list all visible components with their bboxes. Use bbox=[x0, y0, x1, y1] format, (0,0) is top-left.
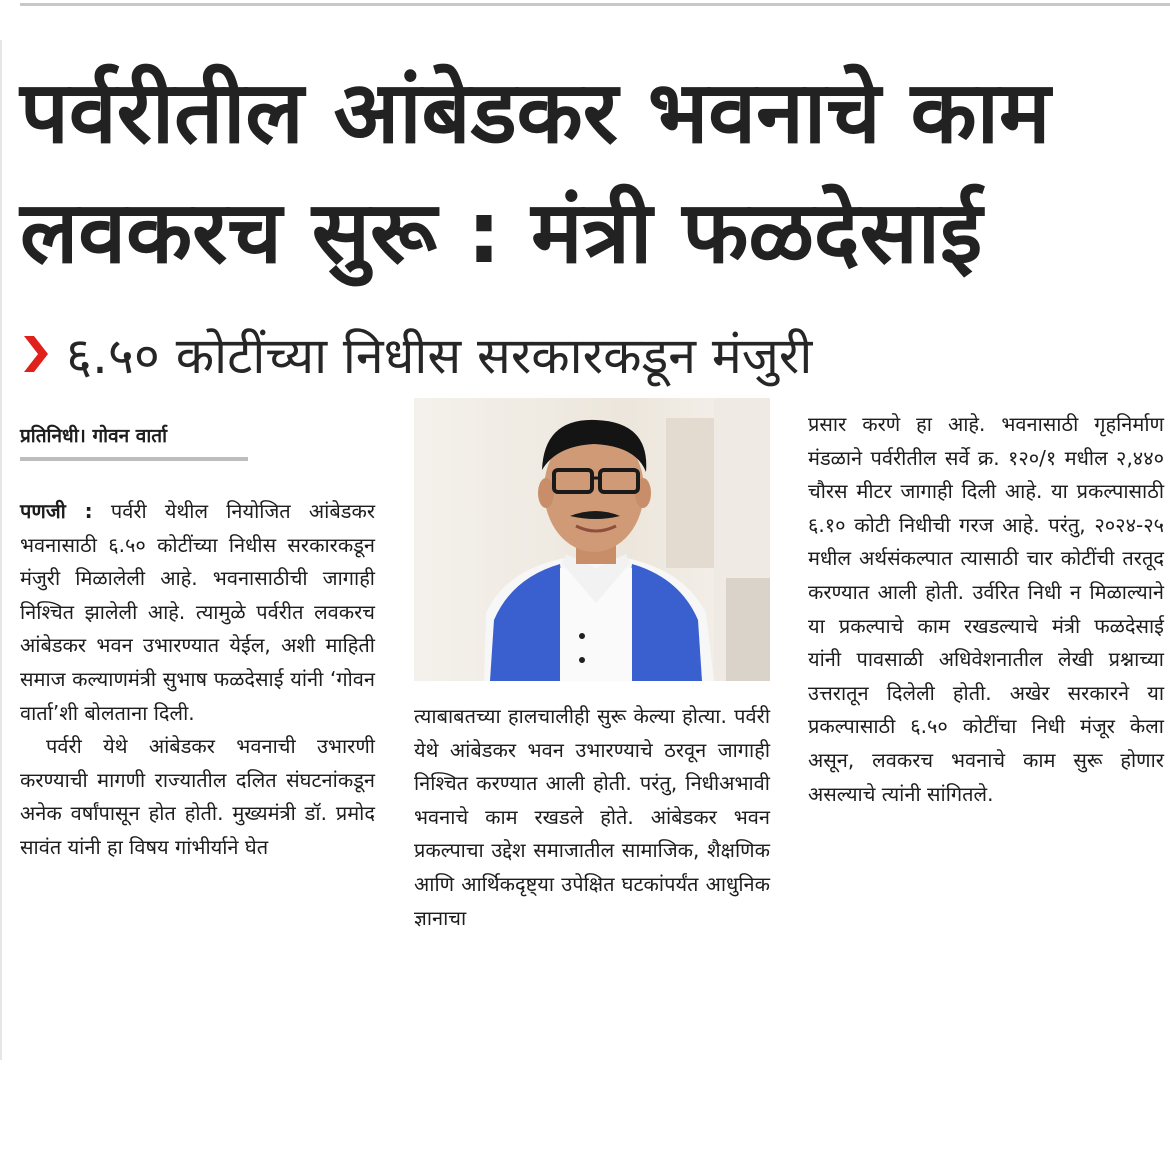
subheadline bbox=[22, 318, 812, 390]
article-column-3: प्रसार करणे हा आहे. भवनासाठी गृहनिर्माण मंडळाने पर्वरीतील सर्वे क्र. १२०/१ मधील २,४४० चौरस मीटर जागाही दिली आहे. या प्रकल्पासाठी ६.१० कोटी निधीची गरज आहे. परंतु, २०२४-२५ मधील अर्थसंकल्पात त्यासाठी चार कोटींची तरतूद करण्यात आली होती. उर्वरित निधी न मिळाल्याने या प्रकल्पाचे काम रखडल्याचे मंत्री फळदेसाई यांनी पावसाळी अधिवेशनातील लेखी प्रश्नाच्या उत्तरातून दिलेली होती. अखेर सरकारने या प्रकल्पासाठी ६.५० कोटींचा निधी मंजूर केला असून, लवकरच भवनाचे काम सुरू होणार असल्याचे त्यांनी सांगितले. bbox=[808, 412, 1164, 806]
byline-underline bbox=[20, 457, 248, 461]
article-column-2: त्याबाबतच्या हालचालीही सुरू केल्या होत्या. पर्वरी येथे आंबेडकर भवन उभारण्याचे ठरवून जागाही निश्चित करण्यात आली होती. परंतु, निधीअभावी भवनाचे काम रखडले होते. आंबेडकर भवन प्रकल्पाचा उद्देश समाजातील सामाजिक, शैक्षणिक आणि आर्थिकदृष्ट्या उपेक्षित घटकांपर्यंत आधुनिक ज्ञानाचा bbox=[414, 704, 770, 930]
top-border-rule bbox=[20, 3, 1170, 6]
chevron-right-icon bbox=[22, 332, 50, 376]
minister-photo bbox=[414, 398, 770, 681]
headline-line-2: लवकरच सुरू : मंत्री फळदेसाई bbox=[20, 183, 983, 283]
subheadline-text: ६.५० कोटींच्या निधीस सरकारकडून मंजुरी bbox=[66, 327, 813, 385]
article-column-1 bbox=[20, 495, 375, 865]
dateline: पणजी : bbox=[20, 499, 93, 523]
lead-paragraph: पर्वरी येथील नियोजित आंबेडकर भवनासाठी ६.५० कोटींच्या निधीस सरकारकडून मंजुरी मिळालेली आहे. भवनासाठीची जागाही निश्चित झालेली आहे. त्यामुळे पर्वरीत लवकरच आंबेडकर भवन उभारण्यात येईल, अशी माहिती समाज कल्याणमंत्री सुभाष फळदेसाई यांनी ‘गोवन वार्ता’शी बोलताना दिली. bbox=[20, 499, 375, 725]
paragraph-2: पर्वरी येथे आंबेडकर भवनाची उभारणी करण्याची मागणी राज्यातील दलित संघटनांकडून अनेक वर्षांपासून होत होती. मुख्यमंत्री डॉ. प्रमोद सावंत यांनी हा विषय गांभीर्याने घेत bbox=[20, 734, 375, 859]
left-edge-rule bbox=[0, 40, 2, 1060]
byline: प्रतिनिधी। गोवन वार्ता bbox=[20, 425, 168, 447]
headline-line-1: पर्वरीतील आंबेडकर भवनाचे काम bbox=[20, 63, 1051, 163]
